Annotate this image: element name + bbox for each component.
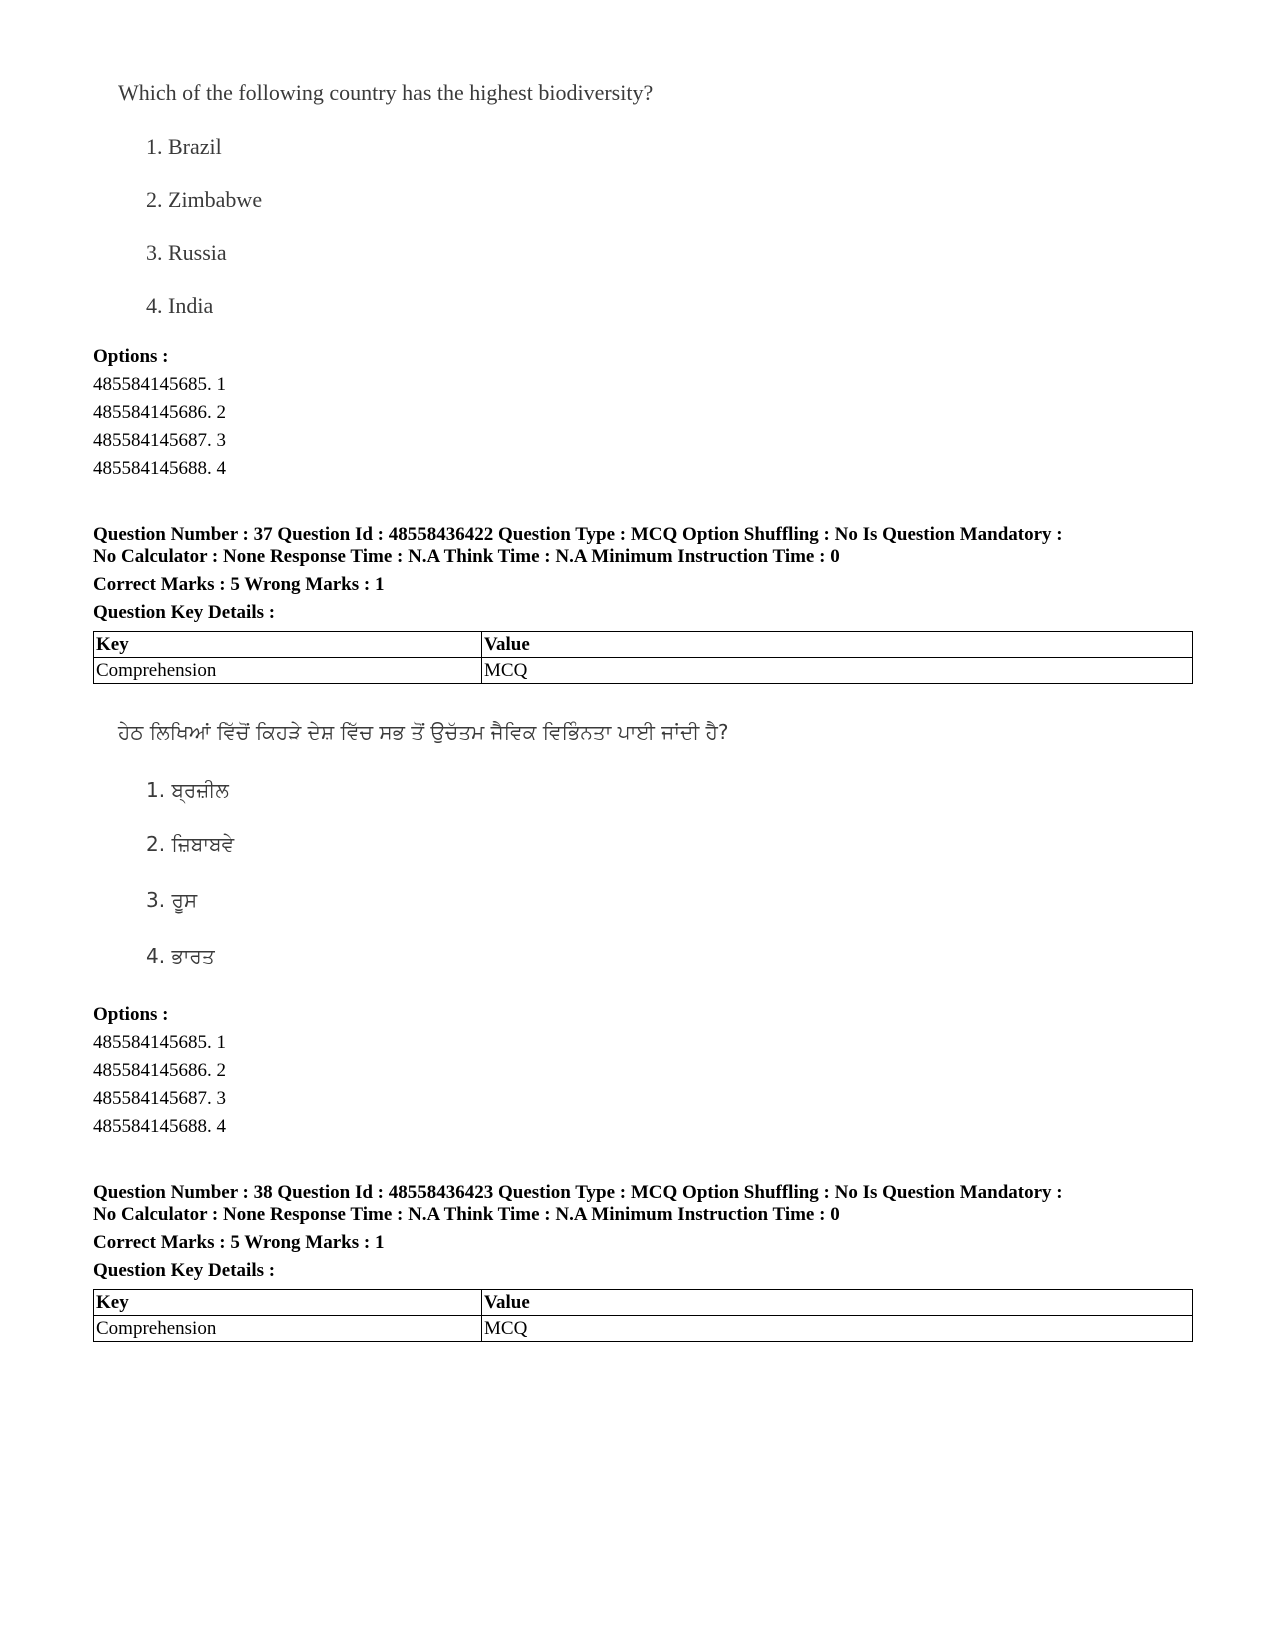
choice-1: 1. Brazil — [146, 134, 222, 159]
table-header-value: Value — [482, 632, 1193, 658]
table-header-key: Key — [94, 632, 482, 658]
question-text: Which of the following country has the highest biodiversity? — [118, 80, 654, 105]
option-id-4-b: 485584145688. 4 — [93, 1116, 226, 1137]
question-38-header-line-1: Question Number : 38 Question Id : 48558436423 Question Type : MCQ Option Shuffling : No Is Question Mandatory : — [93, 1182, 1063, 1203]
option-id-3-b: 485584145687. 3 — [93, 1088, 226, 1109]
marks-line: Correct Marks : 5 Wrong Marks : 1 — [93, 574, 385, 595]
key-details-label: Question Key Details : — [93, 602, 276, 623]
option-id-2-b: 485584145686. 2 — [93, 1060, 226, 1081]
question-header-line-2: No Calculator : None Response Time : N.A Think Time : N.A Minimum Instruction Time : 0 — [93, 546, 840, 567]
choice-3: 3. Russia — [146, 240, 227, 265]
choice-4-punjabi: 4. ਭਾਰਤ — [146, 944, 215, 968]
question-38-key-details-label: Question Key Details : — [93, 1260, 276, 1281]
table-header-key: Key — [94, 1290, 482, 1316]
table-cell-key: Comprehension — [94, 658, 482, 684]
option-id-3: 485584145687. 3 — [93, 430, 226, 451]
table-cell-value: MCQ — [482, 1316, 1193, 1342]
question-image-english — [0, 0, 1275, 330]
choice-2: 2. Zimbabwe — [146, 187, 263, 212]
question-header-line-1: Question Number : 37 Question Id : 48558436422 Question Type : MCQ Option Shuffling : No Is Question Mandatory : — [93, 524, 1063, 545]
option-id-1: 485584145685. 1 — [93, 374, 226, 395]
table-cell-value: MCQ — [482, 658, 1193, 684]
table-header-value: Value — [482, 1290, 1193, 1316]
choice-3-punjabi: 3. ਰੂਸ — [146, 888, 198, 912]
options-label: Options : — [93, 346, 169, 367]
choice-1-punjabi: 1. ਬ੍ਰਜ਼ੀਲ — [146, 778, 229, 802]
question-38-header-line-2: No Calculator : None Response Time : N.A Think Time : N.A Minimum Instruction Time : 0 — [93, 1204, 840, 1225]
option-id-1-b: 485584145685. 1 — [93, 1032, 226, 1053]
key-details-table — [93, 631, 1193, 684]
choice-4: 4. India — [146, 293, 214, 318]
question-38-marks-line: Correct Marks : 5 Wrong Marks : 1 — [93, 1232, 385, 1253]
question-38-key-details-table — [93, 1289, 1193, 1342]
options-label-2: Options : — [93, 1004, 169, 1025]
choice-2-punjabi: 2. ਜ਼ਿਬਾਬਵੇ — [146, 832, 235, 856]
table-cell-key: Comprehension — [94, 1316, 482, 1342]
option-id-4: 485584145688. 4 — [93, 458, 226, 479]
question-text-punjabi: ਹੇਠ ਲਿਖਿਆਂ ਵਿੱਚੋਂ ਕਿਹੜੇ ਦੇਸ਼ ਵਿੱਚ ਸਭ ਤੋਂ ਉਚੱਤਮ ਜੈਵਿਕ ਵਿਭਿੰਨਤਾ ਪਾਈ ਜਾਂਦੀ ਹੈ? — [118, 720, 729, 744]
option-id-2: 485584145686. 2 — [93, 402, 226, 423]
question-image-punjabi — [0, 700, 1275, 990]
